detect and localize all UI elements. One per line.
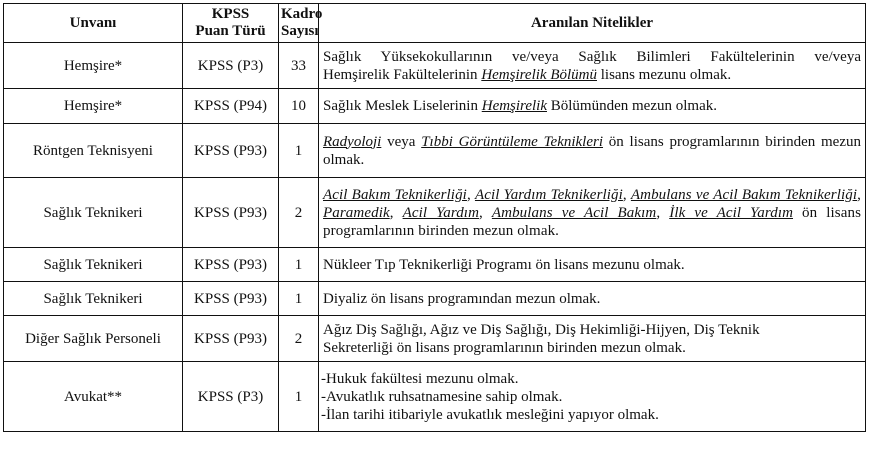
nitelik-text: ön lisans programlarının birinden mezun olmak. (323, 204, 862, 239)
nitelik-text: Bölümünden mezun olmak. (547, 98, 717, 114)
cell-puan-turu: KPSS (P94) (183, 89, 279, 124)
cell-kadro-sayisi: 1 (279, 282, 319, 316)
table-row (4, 282, 866, 316)
nitelik-separator: , (656, 204, 670, 221)
header-puan-line1: KPSS (211, 6, 250, 22)
cell-puan-turu: KPSS (P93) (183, 248, 279, 282)
header-unvan-label: Unvanı (69, 14, 117, 31)
cell-puan-turu: KPSS (P93) (183, 316, 279, 362)
nitelik-separator: , (466, 186, 475, 203)
table-row (4, 362, 866, 432)
header-kadro-line2: Sayısı (281, 23, 319, 39)
nitelik-program-link: Radyoloji (323, 133, 382, 150)
header-kadro-line1: Kadro (281, 6, 323, 22)
nitelik-list-item: -Avukatlık ruhsatnamesine sahip olmak. (321, 388, 563, 405)
header-nitelikler-label: Aranılan Nitelikler (530, 14, 654, 31)
nitelik-text: veya (381, 133, 422, 150)
cell-nitelikler: Ağız Diş Sağlığı, Ağız ve Diş Sağlığı, Diş Hekimliği-Hijyen, Diş Teknik Sekreterliği ön lisans programlarının birinden mezun olmak. (319, 316, 866, 362)
cell-nitelikler: Nükleer Tıp Teknikerliği Programı ön lisans mezunu olmak. (319, 248, 866, 282)
nitelik-program-link: Acil Yardım (402, 204, 480, 221)
nitelik-separator: , (857, 186, 861, 203)
cell-nitelikler (319, 89, 866, 124)
cell-kadro-sayisi: 10 (279, 89, 319, 124)
cell-kadro-sayisi: 1 (279, 124, 319, 178)
table-row (4, 124, 866, 178)
cell-unvan: Sağlık Teknikeri (4, 178, 183, 248)
header-nitelikler (319, 4, 866, 43)
cell-kadro-sayisi: 2 (279, 316, 319, 362)
header-unvan (4, 4, 183, 43)
cell-unvan: Hemşire* (4, 89, 183, 124)
table-row (4, 316, 866, 362)
header-kadro-sayisi (279, 4, 323, 43)
nitelik-text: Hemşirelik Fakültelerinin (323, 66, 482, 83)
nitelik-text: ön lisans programlarının birinden mezun olmak. (323, 133, 861, 168)
header-puan-turu (183, 4, 279, 43)
nitelik-program-link: İlk ve Acil Yardım (669, 204, 794, 221)
nitelik-list-item: -İlan tarihi itibariyle avukatlık mesleğini yapıyor olmak. (321, 406, 659, 423)
table-row (4, 248, 866, 282)
cell-nitelikler (319, 124, 866, 178)
nitelik-program-link: Acil Yardım Teknikerliği (474, 186, 623, 203)
cell-kadro-sayisi: 1 (279, 362, 319, 432)
nitelik-program-link: Ambulans ve Acil Bakım (491, 204, 657, 221)
cell-puan-turu: KPSS (P93) (183, 178, 279, 248)
cell-unvan: Avukat** (4, 362, 183, 432)
header-row (4, 4, 866, 43)
cell-unvan: Hemşire* (4, 43, 183, 89)
cell-kadro-sayisi: 1 (279, 248, 319, 282)
nitelik-program-link: Paramedik (323, 204, 390, 221)
nitelik-program-link: Ambulans ve Acil Bakım Teknikerliği (630, 186, 858, 203)
positions-table (3, 3, 866, 432)
cell-unvan: Sağlık Teknikeri (4, 282, 183, 316)
nitelik-text: Sağlık Yüksekokullarının ve/veya Sağlık Bilimleri Fakültelerinin ve/veya (323, 48, 861, 65)
cell-nitelikler (319, 43, 866, 89)
cell-kadro-sayisi: 2 (279, 178, 319, 248)
nitelik-program-link: Hemşirelik Bölümü (481, 66, 597, 83)
nitelik-text: lisans mezunu olmak. (596, 66, 732, 83)
cell-unvan: Sağlık Teknikeri (4, 248, 183, 282)
cell-unvan: Röntgen Teknisyeni (4, 124, 183, 178)
table-row (4, 43, 866, 89)
nitelik-program-link: Hemşirelik (481, 98, 547, 114)
cell-kadro-sayisi: 33 (279, 43, 319, 89)
cell-nitelikler: Diyaliz ön lisans programından mezun olmak. (319, 282, 866, 316)
nitelik-separator: , (622, 186, 631, 203)
nitelik-program-link: Acil Bakım Teknikerliği (323, 186, 467, 203)
cell-nitelikler (319, 178, 866, 248)
cell-puan-turu: KPSS (P3) (183, 43, 279, 89)
cell-nitelikler (319, 362, 866, 432)
table-row (4, 178, 866, 248)
cell-puan-turu: KPSS (P93) (183, 282, 279, 316)
cell-puan-turu: KPSS (P93) (183, 124, 279, 178)
header-puan-line2: Puan Türü (195, 23, 266, 39)
nitelik-program-link: Tıbbi Görüntüleme Teknikleri (421, 133, 604, 150)
nitelik-text: Sağlık Meslek Liselerinin (323, 98, 482, 114)
cell-unvan: Diğer Sağlık Personeli (4, 316, 183, 362)
cell-puan-turu: KPSS (P3) (183, 362, 279, 432)
nitelik-separator: , (389, 204, 403, 221)
table-row (4, 89, 866, 124)
nitelik-separator: , (479, 204, 492, 221)
nitelik-list-item: -Hukuk fakültesi mezunu olmak. (321, 370, 519, 387)
